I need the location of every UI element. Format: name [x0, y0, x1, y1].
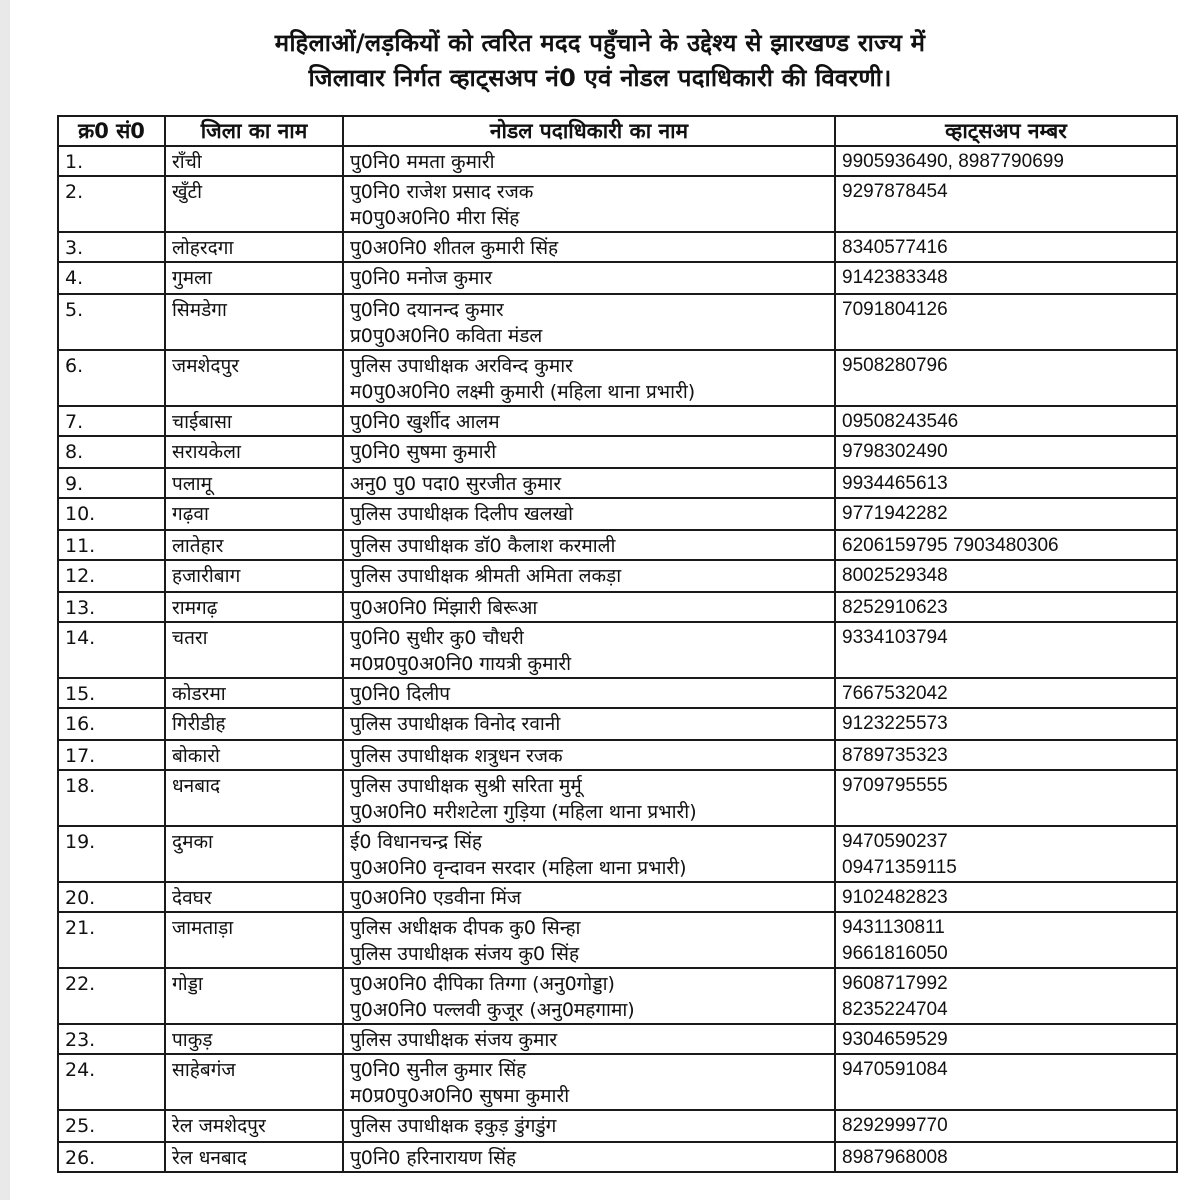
district-name-cell: रेल जमशेदपुर — [165, 1110, 343, 1142]
officer-name: पुलिस उपाधीक्षक दिलीप खलखो — [350, 503, 573, 525]
whatsapp-number: 09508243546 — [842, 411, 959, 432]
serial-number-cell: 22. — [58, 968, 165, 1024]
whatsapp-number: 9334103794 — [842, 627, 948, 648]
nodal-officer-cell — [343, 1054, 835, 1110]
table-header-row — [58, 116, 1177, 146]
serial-number-cell: 8. — [58, 436, 165, 468]
table-row — [58, 968, 1177, 1024]
serial-number-cell: 19. — [58, 826, 165, 882]
whatsapp-number-cell — [835, 1142, 1177, 1172]
header-district-name: जिला का नाम — [165, 116, 343, 146]
whatsapp-number: 8235224704 — [842, 999, 948, 1020]
nodal-officer-cell — [343, 406, 835, 436]
nodal-officer-cell — [343, 678, 835, 708]
whatsapp-number: 9470591084 — [842, 1059, 948, 1080]
whatsapp-number-cell — [835, 740, 1177, 770]
nodal-officer-cell — [343, 882, 835, 912]
officer-name: पुलिस उपाधीक्षक डॉ0 कैलाश करमाली — [350, 535, 616, 557]
officer-name: पुलिस उपाधीक्षक संजय कु0 सिंह — [350, 943, 580, 965]
officer-name: म0प्र0पु0अ0नि0 गायत्री कुमारी — [350, 653, 572, 675]
whatsapp-number-cell — [835, 770, 1177, 826]
serial-number-cell: 13. — [58, 592, 165, 622]
serial-number-cell: 3. — [58, 232, 165, 262]
nodal-officer-cell — [343, 262, 835, 294]
district-name-cell: गुमला — [165, 262, 343, 294]
nodal-officer-cell — [343, 740, 835, 770]
serial-number-cell: 21. — [58, 912, 165, 968]
whatsapp-number-cell — [835, 232, 1177, 262]
whatsapp-number: 9508280796 — [842, 355, 948, 376]
table-row — [58, 530, 1177, 560]
whatsapp-number: 9470590237 — [842, 831, 948, 852]
whatsapp-number: 9934465613 — [842, 473, 948, 494]
officer-name: पु0नि0 सुधीर कु0 चौधरी — [350, 627, 524, 649]
serial-number-cell: 17. — [58, 740, 165, 770]
nodal-officer-cell — [343, 176, 835, 232]
whatsapp-number-cell — [835, 708, 1177, 740]
table-row — [58, 262, 1177, 294]
officer-name: प्र0पु0अ0नि0 कविता मंडल — [350, 325, 543, 347]
nodal-officer-cell — [343, 436, 835, 468]
serial-number-cell: 2. — [58, 176, 165, 232]
serial-number-cell: 11. — [58, 530, 165, 560]
whatsapp-number: 7667532042 — [842, 683, 948, 704]
table-row — [58, 882, 1177, 912]
heading-line-1: महिलाओं/लड़कियों को त्वरित मदद पहुँचाने के उद्देश्य से झारखण्ड राज्य में — [274, 29, 926, 57]
nodal-officer-cell — [343, 530, 835, 560]
whatsapp-number: 9709795555 — [842, 775, 948, 796]
district-name-cell: गिरीडीह — [165, 708, 343, 740]
officer-name: पु0अ0नि0 वृन्दावन सरदार (महिला थाना प्रभारी) — [350, 857, 687, 879]
whatsapp-number-cell — [835, 468, 1177, 498]
whatsapp-number: 8002529348 — [842, 565, 948, 586]
serial-number-cell: 5. — [58, 294, 165, 350]
serial-number-cell: 1. — [58, 146, 165, 176]
officer-name: पुलिस उपाधीक्षक श्रीमती अमिता लकड़ा — [350, 565, 622, 587]
district-name-cell: कोडरमा — [165, 678, 343, 708]
officer-name: पु0अ0नि0 शीतल कुमारी सिंह — [350, 237, 559, 259]
district-name-cell: धनबाद — [165, 770, 343, 826]
table-row — [58, 436, 1177, 468]
officer-name: ई0 विधानचन्द्र सिंह — [350, 831, 483, 853]
table-row — [58, 1110, 1177, 1142]
whatsapp-number-cell — [835, 294, 1177, 350]
officer-name: पु0नि0 राजेश प्रसाद रजक — [350, 181, 534, 203]
district-name-cell: गोड्डा — [165, 968, 343, 1024]
nodal-officer-cell — [343, 468, 835, 498]
officer-name: पु0नि0 दिलीप — [350, 683, 451, 705]
whatsapp-number-cell — [835, 1024, 1177, 1054]
whatsapp-number: 8292999770 — [842, 1115, 948, 1136]
nodal-officer-cell — [343, 912, 835, 968]
district-name-cell: हजारीबाग — [165, 560, 343, 592]
whatsapp-number: 6206159795 7903480306 — [842, 535, 1059, 556]
nodal-officer-cell — [343, 146, 835, 176]
whatsapp-number-cell — [835, 826, 1177, 882]
officer-name: पुलिस उपाधीक्षक विनोद रवानी — [350, 713, 561, 735]
officer-name: पु0नि0 सुषमा कुमारी — [350, 441, 497, 463]
table-row — [58, 176, 1177, 232]
district-name-cell: पाकुड़ — [165, 1024, 343, 1054]
district-name-cell: लातेहार — [165, 530, 343, 560]
page-edge — [0, 0, 10, 1200]
officer-name: अनु0 पु0 पदा0 सुरजीत कुमार — [350, 473, 562, 495]
table-row — [58, 560, 1177, 592]
serial-number-cell: 16. — [58, 708, 165, 740]
whatsapp-number-cell — [835, 1110, 1177, 1142]
table-row — [58, 232, 1177, 262]
whatsapp-number: 9905936490, 8987790699 — [842, 151, 1064, 172]
whatsapp-number-cell — [835, 262, 1177, 294]
whatsapp-number: 09471359115 — [842, 857, 957, 878]
table-row — [58, 912, 1177, 968]
officer-name: म0पु0अ0नि0 मीरा सिंह — [350, 207, 520, 229]
serial-number-cell: 23. — [58, 1024, 165, 1054]
table-row — [58, 1024, 1177, 1054]
serial-number-cell: 7. — [58, 406, 165, 436]
whatsapp-number: 8987968008 — [842, 1147, 948, 1168]
nodal-officer-cell — [343, 498, 835, 530]
nodal-officer-cell — [343, 560, 835, 592]
whatsapp-number-cell — [835, 176, 1177, 232]
table-row — [58, 592, 1177, 622]
nodal-officer-cell — [343, 350, 835, 406]
table-row — [58, 294, 1177, 350]
whatsapp-number: 9608717992 — [842, 973, 948, 994]
whatsapp-number-cell — [835, 498, 1177, 530]
whatsapp-number: 8252910623 — [842, 597, 948, 618]
nodal-officer-table — [57, 115, 1178, 1173]
nodal-officer-cell — [343, 1142, 835, 1172]
district-name-cell: पलामू — [165, 468, 343, 498]
whatsapp-number: 9102482823 — [842, 887, 948, 908]
officer-name: पु0अ0नि0 मिंझारी बिरूआ — [350, 597, 538, 619]
district-name-cell: जमशेदपुर — [165, 350, 343, 406]
table-row — [58, 146, 1177, 176]
whatsapp-number-cell — [835, 350, 1177, 406]
officer-name: पु0नि0 ममता कुमारी — [350, 151, 495, 173]
district-name-cell: लोहरदगा — [165, 232, 343, 262]
document-heading — [0, 26, 1200, 96]
officer-name: पु0अ0नि0 मरीशटेला गुड़िया (महिला थाना प्रभारी) — [350, 801, 697, 823]
whatsapp-number: 9297878454 — [842, 181, 948, 202]
district-name-cell: खुँटी — [165, 176, 343, 232]
officer-name: पुलिस अधीक्षक दीपक कु0 सिन्हा — [350, 917, 581, 939]
serial-number-cell: 24. — [58, 1054, 165, 1110]
serial-number-cell: 26. — [58, 1142, 165, 1172]
nodal-officer-cell — [343, 826, 835, 882]
district-name-cell: बोकारो — [165, 740, 343, 770]
officer-name: पु0अ0नि0 पल्लवी कुजूर (अनु0महगामा) — [350, 999, 635, 1021]
whatsapp-number: 9798302490 — [842, 441, 948, 462]
district-name-cell: चतरा — [165, 622, 343, 678]
district-name-cell: राँची — [165, 146, 343, 176]
table-row — [58, 498, 1177, 530]
nodal-officer-cell — [343, 294, 835, 350]
whatsapp-number-cell — [835, 882, 1177, 912]
whatsapp-number: 9771942282 — [842, 503, 948, 524]
serial-number-cell: 20. — [58, 882, 165, 912]
serial-number-cell: 14. — [58, 622, 165, 678]
table-row — [58, 708, 1177, 740]
officer-name: पु0नि0 हरिनारायण सिंह — [350, 1147, 517, 1169]
header-whatsapp-number: व्हाट्सअप नम्बर — [835, 116, 1177, 146]
officer-name: पुलिस उपाधीक्षक सुश्री सरिता मुर्मू — [350, 775, 582, 797]
nodal-officer-cell — [343, 1110, 835, 1142]
officer-name: पु0नि0 खुर्शीद आलम — [350, 411, 500, 433]
whatsapp-number: 8340577416 — [842, 237, 948, 258]
table-row — [58, 350, 1177, 406]
serial-number-cell: 9. — [58, 468, 165, 498]
whatsapp-number: 9304659529 — [842, 1029, 948, 1050]
table-row — [58, 678, 1177, 708]
table-body — [58, 146, 1177, 1172]
whatsapp-number: 9431130811 — [842, 917, 945, 938]
officer-name: पु0अ0नि0 दीपिका तिग्गा (अनु0गोड्डा) — [350, 973, 615, 995]
serial-number-cell: 6. — [58, 350, 165, 406]
nodal-officer-cell — [343, 1024, 835, 1054]
district-name-cell: सरायकेला — [165, 436, 343, 468]
district-name-cell: देवघर — [165, 882, 343, 912]
nodal-officer-cell — [343, 968, 835, 1024]
whatsapp-number: 9142383348 — [842, 267, 948, 288]
whatsapp-number: 9123225573 — [842, 713, 948, 734]
whatsapp-number-cell — [835, 406, 1177, 436]
officer-name: पु0नि0 दयानन्द कुमार — [350, 299, 504, 321]
whatsapp-number-cell — [835, 530, 1177, 560]
table-row — [58, 468, 1177, 498]
whatsapp-number-cell — [835, 622, 1177, 678]
officer-name: म0पु0अ0नि0 लक्ष्मी कुमारी (महिला थाना प्रभारी) — [350, 381, 696, 403]
officer-name: पुलिस उपाधीक्षक अरविन्द कुमार — [350, 355, 573, 377]
officer-name: पुलिस उपाधीक्षक इकुड़ डुंगडुंग — [350, 1115, 557, 1137]
officer-name: पु0अ0नि0 एडवीना मिंज — [350, 887, 522, 909]
whatsapp-number-cell — [835, 1054, 1177, 1110]
whatsapp-number-cell — [835, 912, 1177, 968]
whatsapp-number: 7091804126 — [842, 299, 948, 320]
whatsapp-number: 9661816050 — [842, 943, 948, 964]
officer-name: पु0नि0 मनोज कुमार — [350, 267, 493, 289]
officer-name: म0प्र0पु0अ0नि0 सुषमा कुमारी — [350, 1085, 570, 1107]
district-name-cell: गढ़वा — [165, 498, 343, 530]
table-row — [58, 622, 1177, 678]
nodal-officer-cell — [343, 592, 835, 622]
district-name-cell: दुमका — [165, 826, 343, 882]
whatsapp-number-cell — [835, 560, 1177, 592]
serial-number-cell: 10. — [58, 498, 165, 530]
serial-number-cell: 12. — [58, 560, 165, 592]
district-name-cell: रेल धनबाद — [165, 1142, 343, 1172]
whatsapp-number-cell — [835, 968, 1177, 1024]
table-row — [58, 1054, 1177, 1110]
table-row — [58, 770, 1177, 826]
nodal-officer-cell — [343, 708, 835, 740]
whatsapp-number-cell — [835, 436, 1177, 468]
header-serial-number: क्र0 सं0 — [58, 116, 165, 146]
table-row — [58, 406, 1177, 436]
nodal-officer-cell — [343, 232, 835, 262]
serial-number-cell: 4. — [58, 262, 165, 294]
district-name-cell: जामताड़ा — [165, 912, 343, 968]
heading-line-2: जिलावार निर्गत व्हाट्सअप नं0 एवं नोडल पदाधिकारी की विवरणी। — [308, 64, 892, 92]
table-row — [58, 740, 1177, 770]
whatsapp-number: 8789735323 — [842, 745, 948, 766]
nodal-officer-cell — [343, 622, 835, 678]
district-name-cell: साहेबगंज — [165, 1054, 343, 1110]
district-name-cell: रामगढ़ — [165, 592, 343, 622]
serial-number-cell: 18. — [58, 770, 165, 826]
whatsapp-number-cell — [835, 678, 1177, 708]
table-row — [58, 1142, 1177, 1172]
whatsapp-number-cell — [835, 592, 1177, 622]
table-row — [58, 826, 1177, 882]
district-name-cell: सिमडेगा — [165, 294, 343, 350]
header-nodal-officer: नोडल पदाधिकारी का नाम — [343, 116, 835, 146]
officer-name: पुलिस उपाधीक्षक शत्रुधन रजक — [350, 745, 563, 767]
nodal-officer-cell — [343, 770, 835, 826]
officer-name: पु0नि0 सुनील कुमार सिंह — [350, 1059, 527, 1081]
whatsapp-number-cell — [835, 146, 1177, 176]
district-name-cell: चाईबासा — [165, 406, 343, 436]
serial-number-cell: 15. — [58, 678, 165, 708]
serial-number-cell: 25. — [58, 1110, 165, 1142]
officer-name: पुलिस उपाधीक्षक संजय कुमार — [350, 1029, 558, 1051]
